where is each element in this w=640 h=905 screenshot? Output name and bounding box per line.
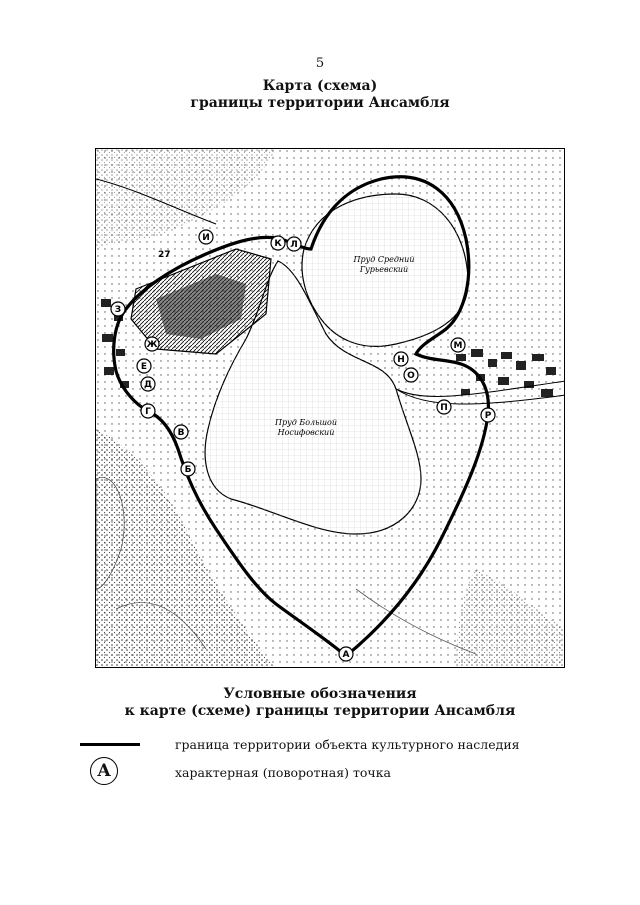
- pond-big-label-2: Носифовский: [277, 428, 335, 437]
- point-e[interactable]: Е: [140, 362, 148, 372]
- map-frame[interactable]: [95, 148, 565, 668]
- point-m[interactable]: М: [453, 341, 463, 351]
- legend-title-line-1: Условные обозначения: [223, 686, 417, 702]
- point-v[interactable]: В: [177, 428, 185, 438]
- page-number: 5: [315, 56, 325, 71]
- pond-big-label-1: Пруд Большой: [274, 418, 338, 427]
- point-k[interactable]: К: [274, 239, 282, 249]
- point-z[interactable]: З: [114, 305, 122, 315]
- pond-middle-label-2: Гурьевский: [359, 265, 409, 274]
- boundary-map[interactable]: [96, 149, 565, 668]
- map-title: [0, 78, 640, 112]
- point-a[interactable]: А: [342, 650, 350, 660]
- point-i[interactable]: И: [202, 233, 210, 243]
- point-n[interactable]: Н: [397, 355, 405, 365]
- point-g[interactable]: Г: [145, 407, 151, 417]
- point-r[interactable]: Р: [484, 411, 492, 421]
- point-d[interactable]: Д: [143, 380, 153, 390]
- boundary-line-symbol: [80, 743, 140, 746]
- map-grid-label: 27: [158, 250, 171, 260]
- legend-item-point: [80, 757, 560, 787]
- legend-point-text: характерная (поворотная) точка: [175, 765, 391, 780]
- map-title-line-2: границы территории Ансамбля: [190, 95, 450, 111]
- point-zh[interactable]: Ж: [146, 340, 158, 350]
- pond-middle-label-1: Пруд Средний: [353, 255, 415, 264]
- point-o[interactable]: О: [407, 371, 415, 381]
- legend-title: [0, 686, 640, 720]
- legend-title-line-2: к карте (схеме) границы территории Ансамбля: [124, 703, 516, 719]
- point-p[interactable]: П: [440, 403, 448, 413]
- point-l[interactable]: Л: [290, 240, 298, 250]
- point-b[interactable]: Б: [184, 465, 192, 475]
- point-symbol-circle: А: [90, 757, 118, 785]
- map-title-line-1: Карта (схема): [262, 78, 378, 94]
- legend-boundary-text: граница территории объекта культурного наследия: [175, 737, 520, 752]
